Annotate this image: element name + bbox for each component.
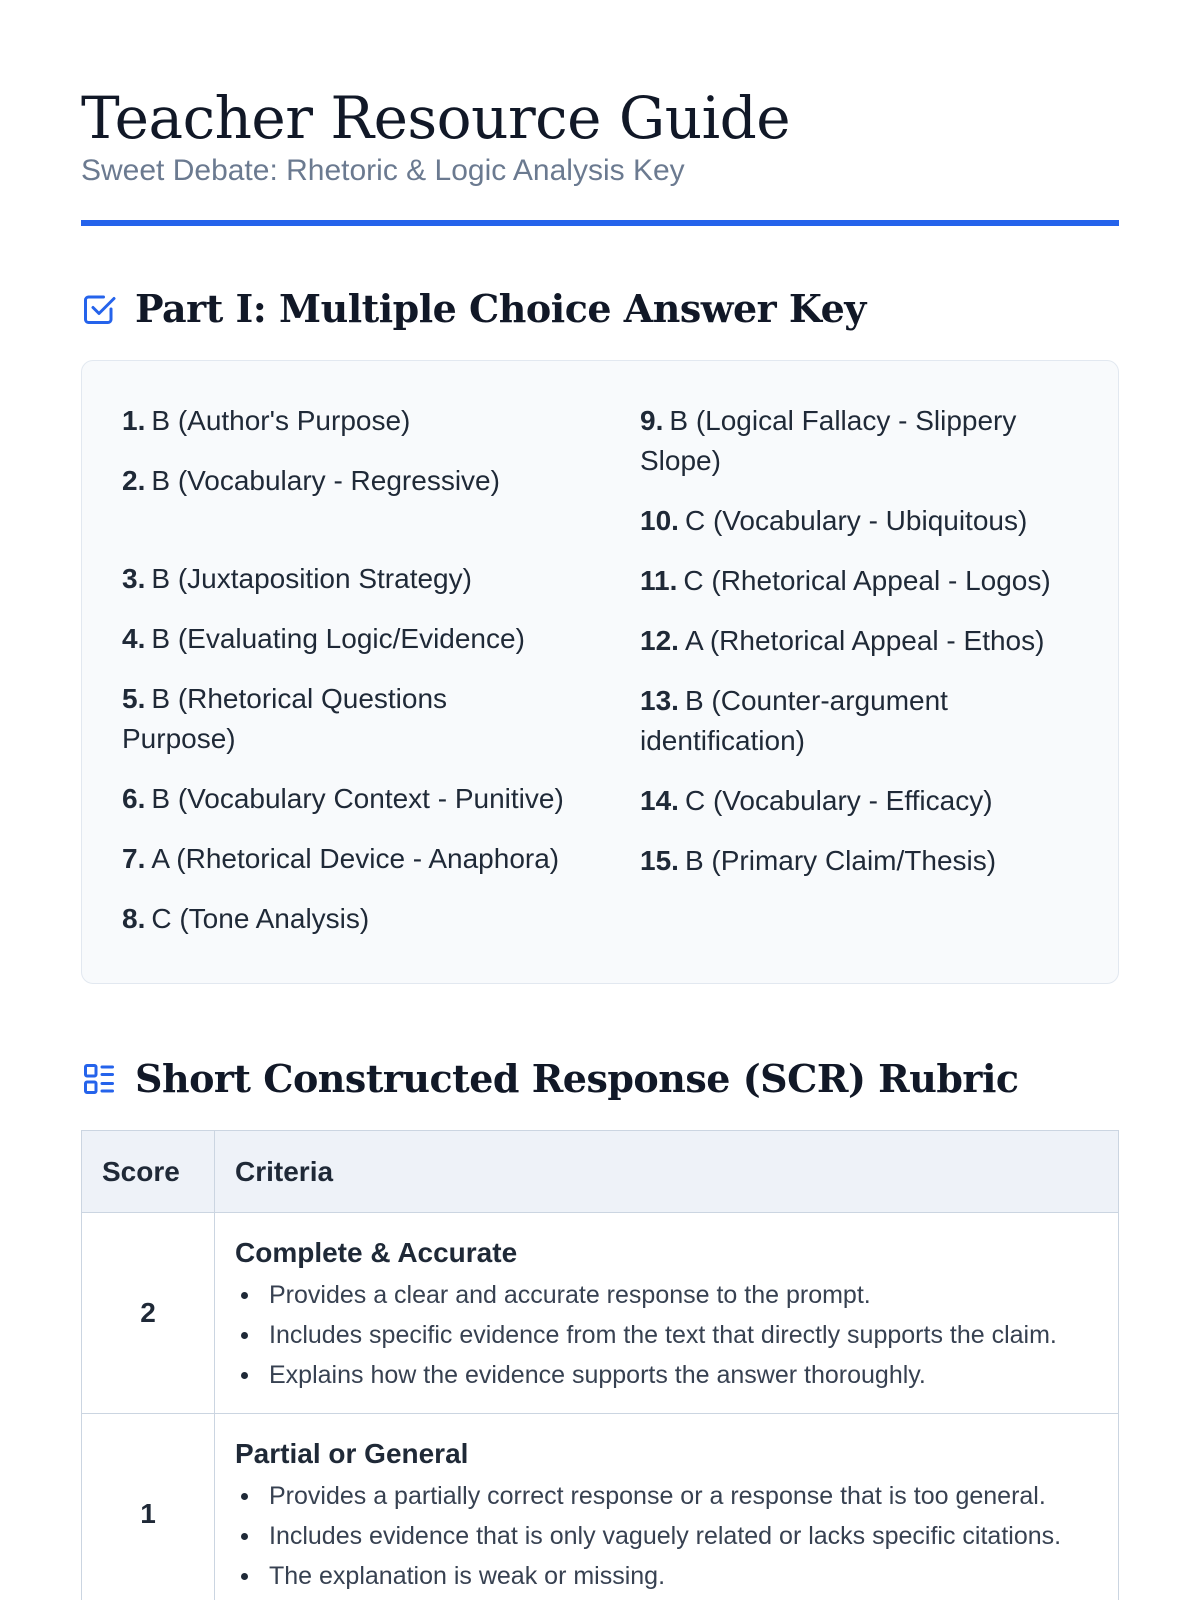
answer-item: 10. C (Vocabulary - Ubiquitous) — [640, 505, 1028, 536]
criteria-cell — [215, 1414, 1119, 1600]
answer-item: 2. B (Vocabulary - Regressive) — [122, 465, 500, 496]
checkbox-icon — [81, 290, 119, 328]
criteria-title: Complete & Accurate — [235, 1237, 518, 1268]
answer-item: 13. B (Counter-argument identification) — [640, 685, 948, 756]
list-item: Includes specific evidence from the text that directly supports the claim. — [235, 1315, 1098, 1355]
criteria-list — [235, 1476, 1098, 1596]
list-item: Provides a partially correct response or a response that is too general. — [235, 1476, 1098, 1516]
list-item: Includes evidence that is only vaguely related or lacks specific citations. — [235, 1516, 1098, 1556]
criteria-cell — [215, 1213, 1119, 1414]
table-header-row — [82, 1131, 1119, 1213]
list-item: Provides a clear and accurate response to the prompt. — [235, 1275, 1098, 1315]
list-item: The explanation is weak or missing. — [235, 1556, 1098, 1596]
answer-item: 1. B (Author's Purpose) — [122, 405, 411, 436]
column-header-criteria: Criteria — [215, 1131, 1119, 1213]
answer-item: 14. C (Vocabulary - Efficacy) — [640, 785, 993, 816]
section-title: Short Constructed Response (SCR) Rubric — [135, 1056, 1019, 1101]
score-cell: 1 — [82, 1414, 215, 1600]
answer-item: 11. C (Rhetorical Appeal - Logos) — [640, 565, 1051, 596]
answer-item: 7. A (Rhetorical Device - Anaphora) — [122, 843, 560, 874]
table-row — [82, 1414, 1119, 1600]
section-heading-rubric — [81, 1056, 1019, 1101]
answer-item: 15. B (Primary Claim/Thesis) — [640, 845, 997, 876]
page-subtitle: Sweet Debate: Rhetoric & Logic Analysis Key — [81, 154, 685, 187]
title-divider — [81, 220, 1119, 226]
answer-item: 8. C (Tone Analysis) — [122, 903, 370, 934]
answer-column-right — [640, 401, 1110, 959]
criteria-title: Partial or General — [235, 1438, 469, 1469]
criteria-list — [235, 1275, 1098, 1395]
answer-item: 3. B (Juxtaposition Strategy) — [122, 563, 472, 594]
answer-item: 5. B (Rhetorical Questions Purpose) — [122, 683, 448, 754]
answer-key-card — [81, 360, 1119, 984]
score-cell: 2 — [82, 1213, 215, 1414]
answer-column-left — [122, 401, 640, 959]
table-row — [82, 1213, 1119, 1414]
list-icon — [81, 1060, 119, 1098]
column-header-score: Score — [82, 1131, 215, 1213]
section-title: Part I: Multiple Choice Answer Key — [135, 286, 866, 331]
page-title: Teacher Resource Guide — [81, 84, 791, 152]
answer-item: 4. B (Evaluating Logic/Evidence) — [122, 623, 525, 654]
rubric-table — [81, 1130, 1119, 1600]
section-heading-part1 — [81, 286, 866, 331]
answer-item: 9. B (Logical Fallacy - Slippery Slope) — [640, 405, 1017, 476]
answer-item: 6. B (Vocabulary Context - Punitive) — [122, 783, 564, 814]
answer-item: 12. A (Rhetorical Appeal - Ethos) — [640, 625, 1045, 656]
list-item: Explains how the evidence supports the answer thoroughly. — [235, 1355, 1098, 1395]
